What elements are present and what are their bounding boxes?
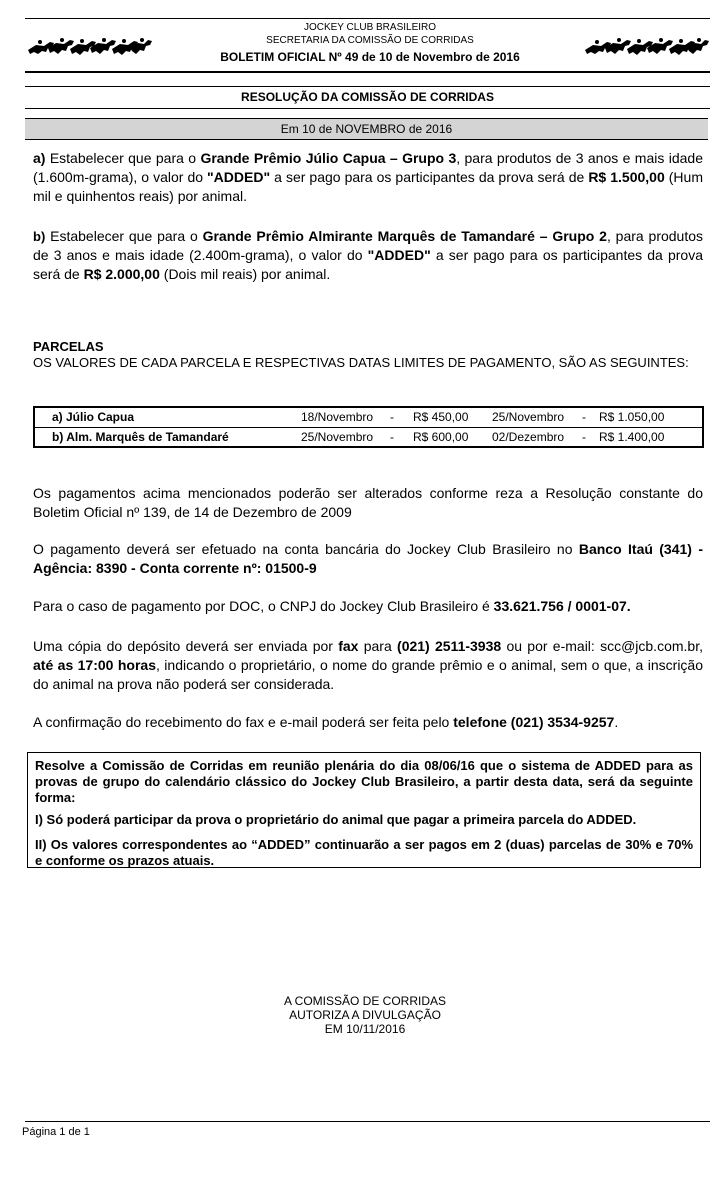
deadline-time: até as 17:00 horas <box>33 657 156 673</box>
prize-name: Grande Prêmio Júlio Capua – Grupo 3 <box>200 150 457 166</box>
section-bottom-rule <box>25 108 710 109</box>
racing-horses-icon <box>26 34 154 60</box>
item-letter: a) <box>33 150 46 166</box>
prize-name: Grande Prêmio Almirante Marquês de Tamandaré – Grupo 2 <box>202 228 607 244</box>
second-due-date: 25/Novembro <box>492 410 565 424</box>
bulletin-header <box>0 0 725 80</box>
first-due-date: 25/Novembro <box>301 430 374 444</box>
added-amount: R$ 2.000,00 <box>83 266 160 282</box>
section-top-rule <box>25 86 710 87</box>
footer-rule <box>25 1121 710 1122</box>
second-installment-value: R$ 1.050,00 <box>599 410 665 424</box>
confirmation-info: A confirmação do recebimento do fax e e-mail poderá ser feita pelo telefone (021) 3534-9257. <box>33 714 619 730</box>
second-due-date: 02/Dezembro <box>492 430 565 444</box>
rule-one: I) Só poderá participar da prova o proprietário do animal que pagar a primeira parcela do ADDED. <box>35 812 637 827</box>
section-title: RESOLUÇÃO DA COMISSÃO DE CORRIDAS <box>241 90 494 104</box>
parcelas-text: OS VALORES DE CADA PARCELA E RESPECTIVAS DATAS LIMITES DE PAGAMENTO, SÃO AS SEGUINTES: <box>33 355 689 370</box>
second-installment-value: R$ 1.400,00 <box>599 430 665 444</box>
club-name: JOCKEY CLUB BRASILEIRO <box>303 22 437 33</box>
table-row: b) Alm. Marquês de Tamandaré 25/Novembro - R$ 600,00 02/Dezembro - R$ 1.400,00 <box>35 428 702 447</box>
horse-race-name: b) Alm. Marquês de Tamandaré <box>52 430 229 444</box>
parcelas-title: PARCELAS <box>33 339 104 354</box>
added-system-resolution-box <box>27 752 701 868</box>
header-top-rule <box>25 18 710 19</box>
horse-race-name: a) Júlio Capua <box>52 410 135 424</box>
resolution-item-b: b) Estabelecer que para o Grande Prêmio Almirante Marquês de Tamandaré – Grupo 2, para produtos de 3 anos e mais idade (2.400m-grama), o valor do "ADDED" a ser pago para os participantes da prova será de R$ 2.000,00 (Dois mil reais) por animal. <box>33 228 704 282</box>
cnpj-info: Para o caso de pagamento por DOC, o CNPJ do Jockey Club Brasileiro é 33.621.756 / 0001-07. <box>33 598 631 614</box>
bulletin-title: BOLETIM OFICIAL Nº 49 de 10 de Novembro de 2016 <box>220 50 520 64</box>
header-bottom-rule <box>25 71 710 73</box>
racing-horses-icon <box>583 34 711 60</box>
confirmation-phone: telefone (021) 3534-9257 <box>453 714 615 730</box>
installments-table <box>33 406 704 448</box>
authorization-signature: A COMISSÃO DE CORRIDAS AUTORIZA A DIVULGAÇÃO EM 10/11/2016 <box>283 994 447 1036</box>
deposit-copy-instructions: Uma cópia do depósito deverá ser enviada por fax para (021) 2511-3938 ou por e-mail: scc@jcb.com.br, até as 17:00 horas, indicando o proprietário, o nome do grande prêmio e o animal, sem o que, a inscrição do animal na prova não poderá ser considerada. <box>33 638 704 692</box>
page-number: Página 1 de 1 <box>22 1126 90 1138</box>
resolution-text: Resolve a Comissão de Corridas em reunião plenária do dia 08/06/16 que o sistema de ADDED para as provas de grupo do calendário clássico do Jockey Club Brasileiro, a partir desta data, será da seguinte forma: <box>35 758 693 805</box>
payment-change-note: Os pagamentos acima mencionados poderão ser alterados conforme reza a Resolução constante do Boletim Oficial nº 139, de 14 de Dezembro de 2009 <box>33 485 703 520</box>
bank-account-info: O pagamento deverá ser efetuado na conta bancária do Jockey Club Brasileiro no Banco Itaú (341) - Agência: 8390 - Conta corrente nº: 01500-9 <box>33 541 703 576</box>
resolution-item-a: a) Estabelecer que para o Grande Prêmio Júlio Capua – Grupo 3, para produtos de 3 anos e mais idade (1.600m-grama), o valor do "ADDED" a ser pago para os participantes da prova será de R$ 1.500,00 (Hum mil e quinhentos reais) por animal. <box>33 150 703 204</box>
added-amount: R$ 1.500,00 <box>588 169 665 185</box>
secretariat-name: SECRETARIA DA COMISSÃO DE CORRIDAS <box>266 35 474 46</box>
cnpj-number: 33.621.756 / 0001-07. <box>493 598 631 614</box>
rule-two: II) Os valores correspondentes ao “ADDED” continuarão a ser pagos em 2 (duas) parcelas de 30% e 70% e conforme os prazos atuais. <box>35 837 693 868</box>
first-due-date: 18/Novembro <box>301 410 374 424</box>
first-installment-value: R$ 450,00 <box>413 410 469 424</box>
first-installment-value: R$ 600,00 <box>413 430 469 444</box>
bank-account-details: Banco Itaú (341) - Agência: 8390 - Conta corrente nº: 01500-9 <box>33 541 703 576</box>
item-letter: b) <box>33 229 46 244</box>
date-bar: Em 10 de NOVEMBRO de 2016 <box>25 118 708 140</box>
table-row: a) Júlio Capua 18/Novembro - R$ 450,00 25/Novembro - R$ 1.050,00 <box>35 408 702 428</box>
fax-number: (021) 2511-3938 <box>397 638 502 654</box>
